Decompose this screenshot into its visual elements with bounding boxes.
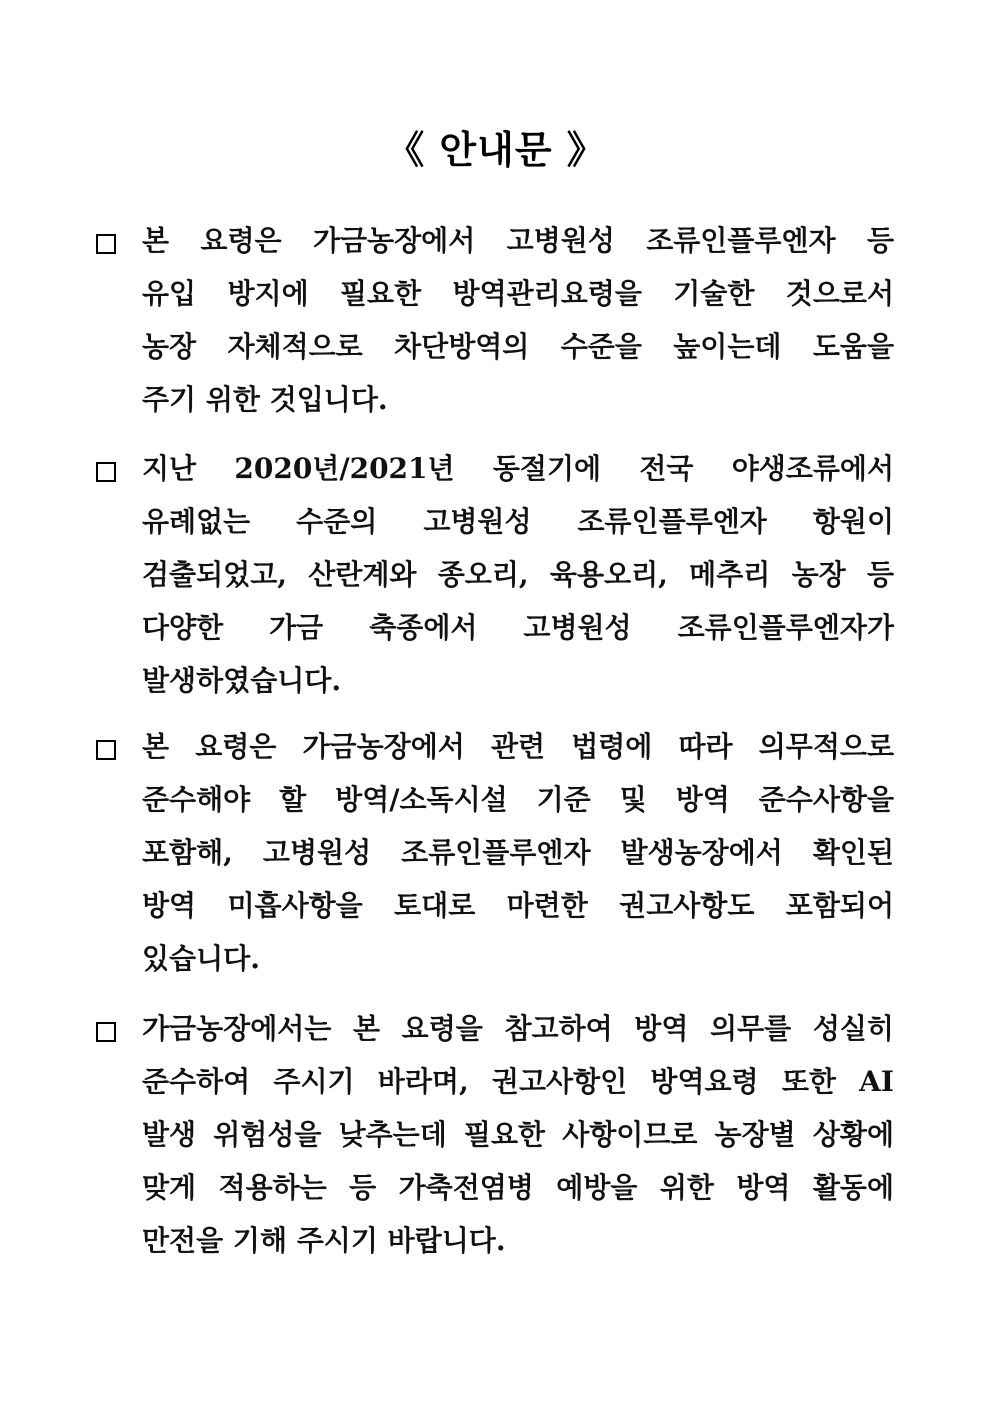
- paragraph-line: 유례없는 수준의 고병원성 조류인플루엔자 항원이: [142, 505, 894, 538]
- paragraph-line: 가금농장에서는 본 요령을 참고하여 방역 의무를 성실히: [142, 1012, 894, 1045]
- notice-paragraph: [142, 1002, 894, 1267]
- paragraph-line: 유입 방지에 필요한 방역관리요령을 기술한 것으로서: [142, 277, 894, 310]
- paragraph-line: 본 요령은 가금농장에서 관련 법령에 따라 의무적으로: [142, 730, 894, 763]
- paragraph-line: 포함해, 고병원성 조류인플루엔자 발생농장에서 확인된: [142, 836, 894, 869]
- paragraph-line: 농장 자체적으로 차단방역의 수준을 높이는데 도움을: [142, 330, 894, 363]
- paragraph-line: 있습니다.: [142, 942, 260, 975]
- checkbox-icon: [96, 1022, 116, 1042]
- paragraph-line: 준수하여 주시기 바라며, 권고사항인 방역요령 또한 AI: [142, 1065, 894, 1098]
- paragraph-line: 맞게 적용하는 등 가축전염병 예방을 위한 방역 활동에: [142, 1171, 894, 1204]
- checkbox-icon: [96, 740, 116, 760]
- notice-paragraph: [142, 442, 894, 707]
- paragraph-line: 준수해야 할 방역/소독시설 기준 및 방역 준수사항을: [142, 783, 894, 816]
- paragraph-line: 검출되었고, 산란계와 종오리, 육용오리, 메추리 농장 등: [142, 558, 894, 591]
- paragraph-line: 발생하였습니다.: [142, 664, 342, 697]
- paragraph-line: 발생 위험성을 낮추는데 필요한 사항이므로 농장별 상황에: [142, 1118, 894, 1151]
- checkbox-icon: [96, 462, 116, 482]
- paragraph-line: 만전을 기해 주시기 바랍니다.: [142, 1224, 506, 1257]
- paragraph-line: 다양한 가금 축종에서 고병원성 조류인플루엔자가: [142, 611, 894, 644]
- paragraph-line: 방역 미흡사항을 토대로 마련한 권고사항도 포함되어: [142, 889, 894, 922]
- paragraph-line: 주기 위한 것입니다.: [142, 383, 388, 416]
- page-title: 《 안내문 》: [386, 128, 606, 172]
- paragraph-line: 지난 2020년/2021년 동절기에 전국 야생조류에서: [142, 452, 894, 485]
- paragraph-line: 본 요령은 가금농장에서 고병원성 조류인플루엔자 등: [142, 224, 894, 257]
- notice-paragraph: [142, 720, 894, 985]
- checkbox-icon: [96, 234, 116, 254]
- notice-paragraph: [142, 214, 894, 426]
